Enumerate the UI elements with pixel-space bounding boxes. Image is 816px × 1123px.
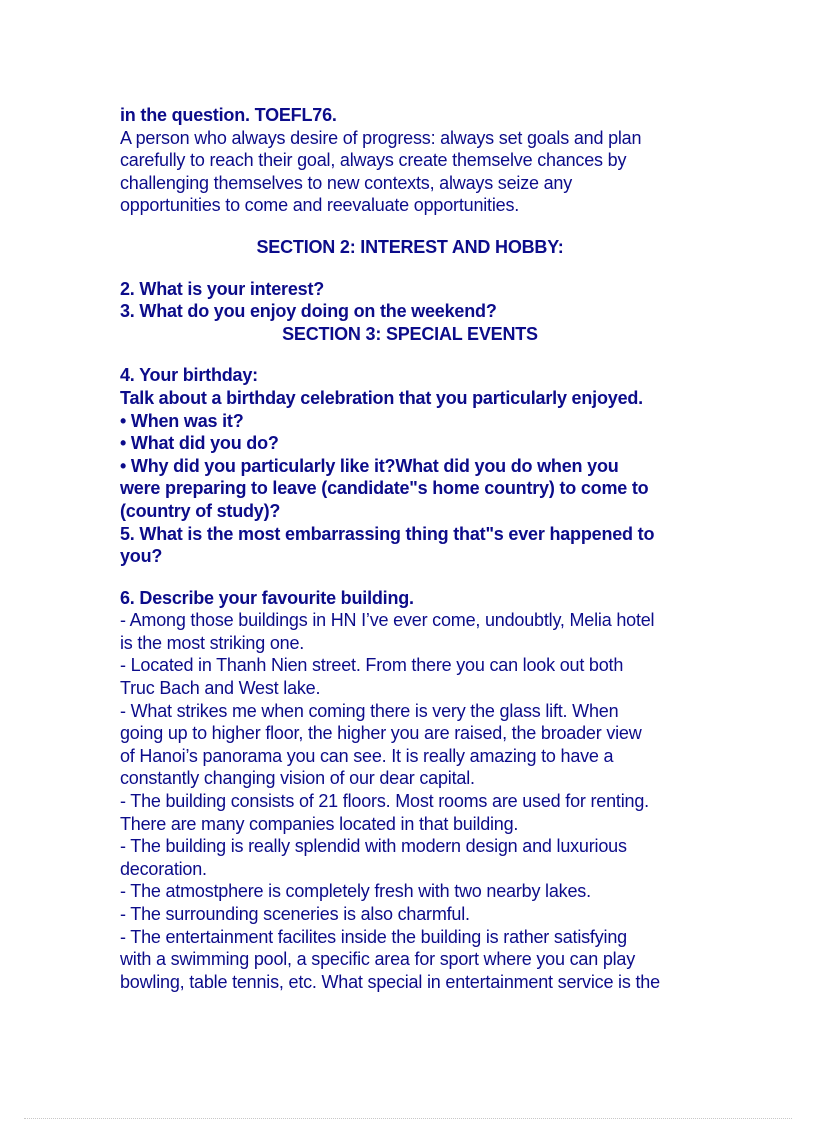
question-4: 4. Your birthday: [120,365,258,386]
question-4-line: were preparing to leave (candidate"s home country) to come to [120,478,649,499]
building-line: - The building is really splendid with modern design and luxurious [120,836,627,857]
question-4-line: (country of study)? [120,500,281,521]
spacer [120,345,710,364]
intro-line: opportunities to come and reevaluate opportunities. [120,195,520,216]
question-5: 5. What is the most embarrassing thing that"s ever happened to [120,523,655,544]
question-6: 6. Describe your favourite building. [120,587,414,608]
intro-line: carefully to reach their goal, always create themselve chances by [120,150,627,171]
intro-heading: in the question. TOEFL76. [120,105,337,125]
question-5: you? [120,546,163,567]
building-line: Truc Bach and West lake. [120,678,321,699]
building-line: - Located in Thanh Nien street. From there you can look out both [120,655,624,676]
building-line: - What strikes me when coming there is very the glass lift. When [120,700,619,721]
building-line: - The entertainment facilites inside the building is rather satisfying [120,926,627,947]
question-4-line: Talk about a birthday celebration that you particularly enjoyed. [120,387,643,408]
question-4-bullet: • When was it? [120,410,244,431]
section-2-title: SECTION 2: INTEREST AND HOBBY: [256,236,564,257]
section-3-title: SECTION 3: SPECIAL EVENTS [282,323,538,344]
building-line: - The atmostphere is completely fresh with two nearby lakes. [120,881,591,902]
question-4-bullet: • What did you do? [120,433,279,454]
building-line: of Hanoi’s panorama you can see. It is really amazing to have a [120,745,614,766]
building-line: bowling, table tennis, etc. What special in entertainment service is the [120,971,660,992]
building-line: - The surrounding sceneries is also charmful. [120,904,470,924]
question-4-bullet: • Why did you particularly like it?What did you do when you [120,455,619,476]
building-line: - The building consists of 21 floors. Most rooms are used for renting. [120,791,649,812]
page-bottom-divider [24,1118,792,1119]
building-line: with a swimming pool, a specific area for sport where you can play [120,949,636,970]
question-2: 2. What is your interest? [120,278,325,299]
building-line: decoration. [120,858,207,879]
building-line: There are many companies located in that building. [120,813,519,834]
spacer [120,259,710,278]
building-line: is the most striking one. [120,632,305,653]
intro-line: A person who always desire of progress: always set goals and plan [120,127,642,148]
spacer [120,568,710,587]
building-line: constantly changing vision of our dear capital. [120,768,475,789]
document-page [120,104,710,993]
spacer [120,217,710,236]
question-3: 3. What do you enjoy doing on the weekend? [120,301,497,322]
intro-line: challenging themselves to new contexts, always seize any [120,172,573,193]
building-line: going up to higher floor, the higher you are raised, the broader view [120,723,642,744]
building-line: - Among those buildings in HN I’ve ever come, undoubtly, Melia hotel [120,610,655,631]
